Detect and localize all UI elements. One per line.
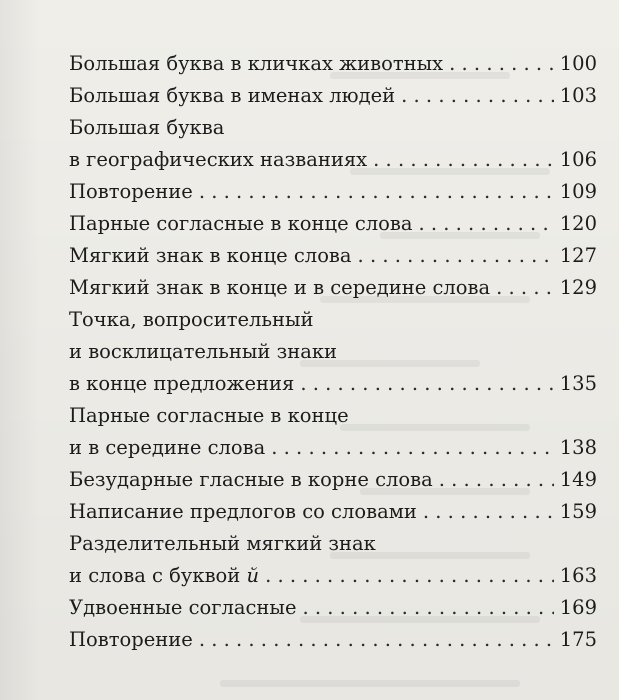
toc-entry [69,432,597,464]
toc-entry-page: 135 [559,372,597,395]
toc-entry-title: Парные согласные в конце слова [69,212,413,235]
toc-entry-page: 106 [559,148,597,171]
toc-entry-title: Мягкий знак в конце слова [69,244,352,267]
toc-entry [69,560,597,592]
leader-dots [418,208,553,240]
toc-entry-title: Повторение [69,180,193,203]
toc-entry-page: 163 [559,564,597,587]
toc-entry-title: в конце предложения [69,372,295,395]
leader-dots [373,144,554,176]
toc-entry-title: и в середине слова [69,436,266,459]
toc-entry [69,176,597,208]
toc-entry-title-line: и восклицательный знаки [69,340,338,363]
toc-entry [69,240,597,272]
toc-entry-page: 127 [559,244,597,267]
toc-entry-title [69,560,259,592]
toc-entry [69,272,597,304]
toc-entry-title: Мягкий знак в конце и в середине слова [69,276,491,299]
toc-entry-title: в географических названиях [69,148,368,171]
toc-entry-page: 169 [559,596,597,619]
leader-dots [302,592,553,624]
toc-entry [69,592,597,624]
table-of-contents [69,48,597,656]
toc-entry-page: 103 [559,84,597,107]
toc-entry-title: Безударные гласные в корне слова [69,468,433,491]
toc-entry-title: Большая буква в именах людей [69,84,396,107]
toc-entry-title: Написание предлогов со словами [69,500,417,523]
toc-entry [69,496,597,528]
toc-entry-title-line: Большая буква [69,116,225,139]
leader-dots [199,624,554,656]
toc-entry-title-italic: й [246,564,260,587]
toc-entry-page: 159 [559,500,597,523]
toc-entry-title-text: и слова с буквой [69,564,241,587]
leader-dots [496,272,554,304]
toc-entry-title: Большая буква в кличках животных [69,52,444,75]
leader-dots [271,432,554,464]
toc-entry [69,80,597,112]
leader-dots [423,496,554,528]
leader-dots [439,464,554,496]
toc-entry [69,48,597,80]
toc-entry-title: Повторение [69,628,193,651]
toc-entry [69,624,597,656]
toc-entry-title-line: Разделительный мягкий знак [69,532,376,555]
toc-entry-page: 100 [559,52,597,75]
leader-dots [300,368,553,400]
toc-entry-title-line: Парные согласные в конце [69,404,349,427]
leader-dots [358,240,554,272]
toc-entry-page: 129 [559,276,597,299]
toc-entry-page: 149 [559,468,597,491]
toc-entry [69,368,597,400]
toc-entry-page: 175 [559,628,597,651]
toc-entry-title-line: Точка, вопросительный [69,308,314,331]
toc-entry-page: 109 [559,180,597,203]
leader-dots [199,176,554,208]
leader-dots [401,80,554,112]
leader-dots [265,560,554,592]
toc-entry-page: 138 [559,436,597,459]
toc-entry [69,464,597,496]
toc-entry-page: 120 [559,212,597,235]
toc-entry-title: Удвоенные согласные [69,596,297,619]
leader-dots [449,48,554,80]
toc-entry [69,144,597,176]
toc-entry [69,208,597,240]
